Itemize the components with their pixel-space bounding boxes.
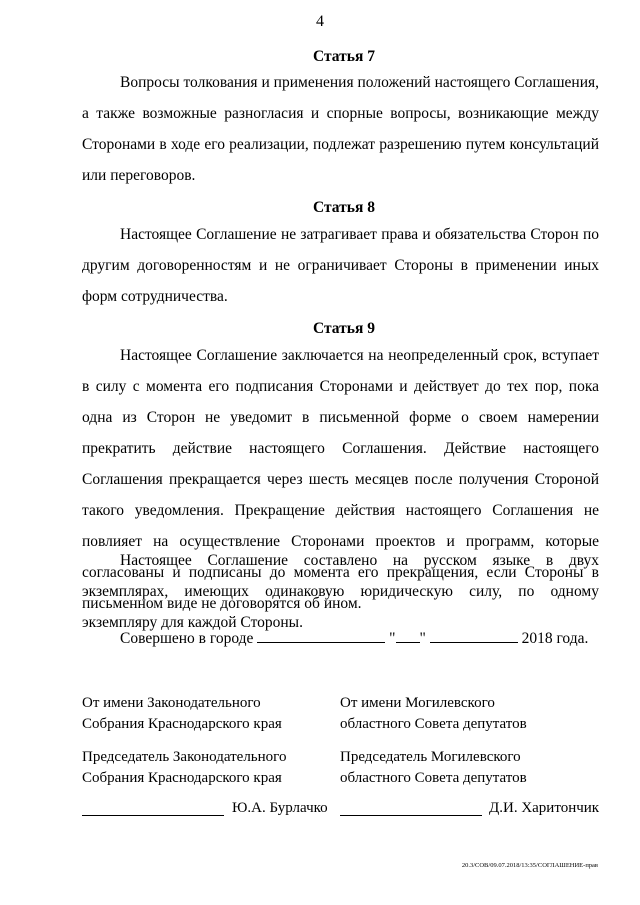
- article-7-heading: Статья 7: [313, 48, 375, 65]
- page-number: 4: [316, 13, 324, 30]
- done-in-prefix: Совершено в городе: [120, 630, 254, 647]
- left-chair-line2: Собрания Краснодарского края: [82, 770, 282, 786]
- article-9-paragraph-2: Настоящее Соглашение составлено на русском языке в двух экземплярах, имеющих одинаковую юридическую силу, по одному экземпляру для каждой Стороны.: [82, 552, 599, 631]
- left-on-behalf: [82, 693, 282, 735]
- quote-open: ": [389, 630, 396, 647]
- article-9-heading: Статья 9: [313, 320, 375, 337]
- right-on-behalf-line1: От имени Могилевского: [340, 695, 495, 711]
- article-7-paragraph: Вопросы толкования и применения положений настоящего Соглашения, а также возможные разногласия и спорные вопросы, возникающие между Сторонами в ходе его реализации, подлежат разрешению путем консультаций или переговоров.: [82, 74, 599, 184]
- right-chair-line2: областного Совета депутатов: [340, 770, 527, 786]
- right-signature-line: [340, 815, 482, 816]
- left-signature-line: [82, 815, 224, 816]
- quote-close: ": [419, 630, 426, 647]
- right-on-behalf-line2: областного Совета депутатов: [340, 716, 527, 732]
- left-on-behalf-line1: От имени Законодательного: [82, 695, 261, 711]
- done-in-line: [120, 628, 588, 648]
- footer-code: 20.3/СОВ/09.07.2018/13:35/СОГЛАШЕНИЕ-прав: [461, 862, 598, 869]
- left-on-behalf-line2: Собрания Краснодарского края: [82, 716, 282, 732]
- city-blank: [257, 628, 385, 643]
- day-blank: [396, 628, 420, 643]
- right-chair: [340, 747, 527, 789]
- year-text: 2018 года.: [521, 630, 589, 647]
- right-on-behalf: [340, 693, 527, 735]
- left-signatory-name: Ю.А. Бурлачко: [232, 800, 328, 816]
- right-signatory-name: Д.И. Харитончик: [489, 800, 600, 816]
- right-chair-line1: Председатель Могилевского: [340, 749, 521, 765]
- left-chair: [82, 747, 286, 789]
- article-8-paragraph: Настоящее Соглашение не затрагивает права и обязательства Сторон по другим договоренностям и не ограничивает Стороны в применении иных форм сотрудничества.: [82, 226, 599, 305]
- left-chair-line1: Председатель Законодательного: [82, 749, 287, 765]
- article-9-paragraph-1: Настоящее Соглашение заключается на неопределенный срок, вступает в силу с момента его подписания Сторонами и действует до тех пор, пока одна из Сторон не уведомит в письменной форме о своем намерении прекратить действие настоящего Соглашения. Действие настоящего Соглашения прекращается через шесть месяцев после получения Стороной такого уведомления. Прекращение действия настоящего Соглашения не повлияет на осуществление Сторонами проектов и программ, которые согласованы и подписаны до момента его прекращения, если Стороны в письменном виде не договорятся об ином.: [82, 347, 599, 612]
- month-blank: [430, 628, 518, 643]
- article-8-heading: Статья 8: [313, 199, 375, 216]
